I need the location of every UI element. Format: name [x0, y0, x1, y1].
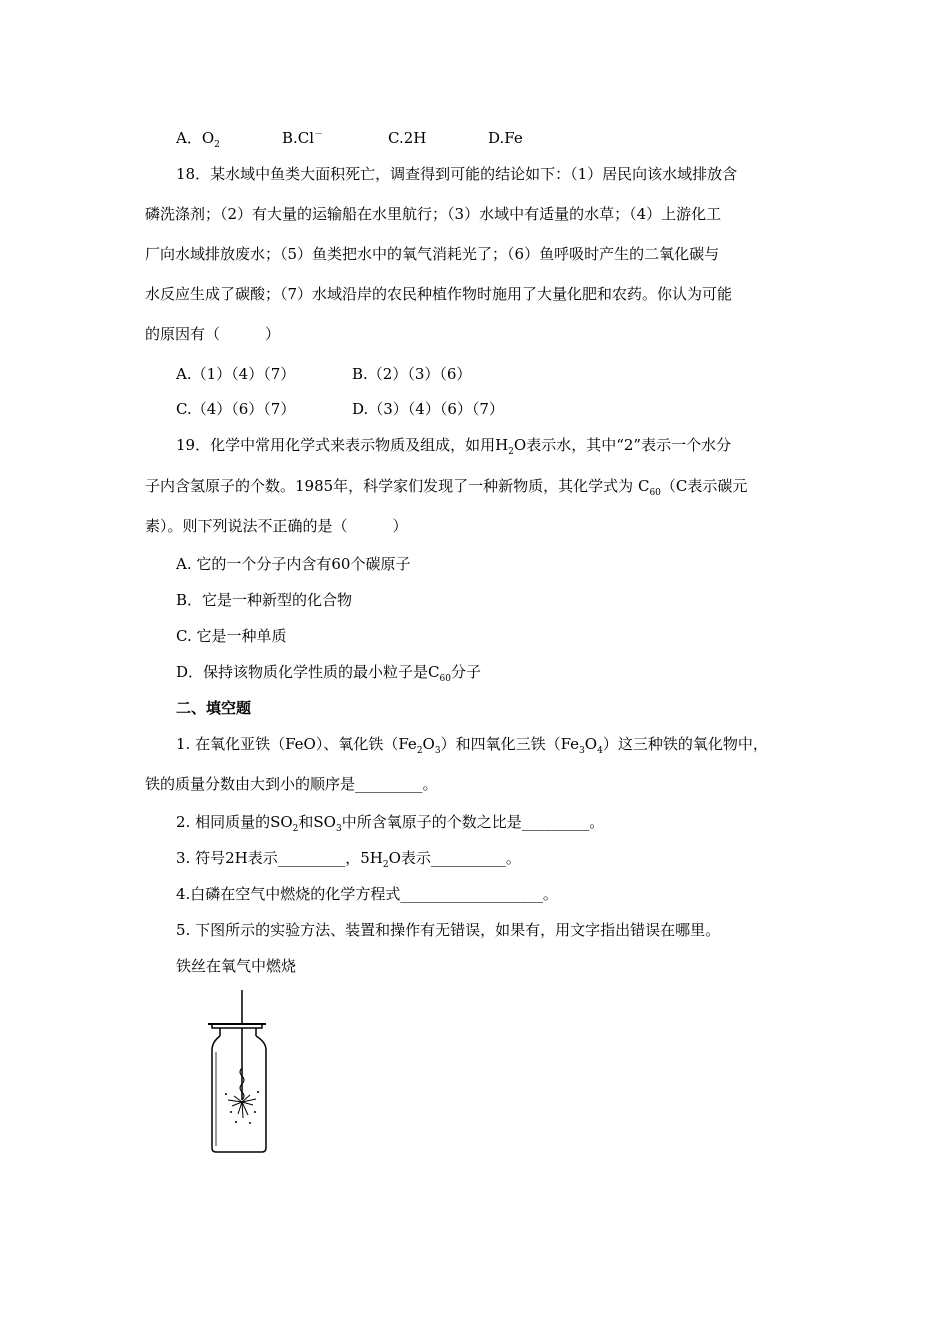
q18-option-d: D.（3）（4）（6）（7） — [352, 400, 504, 418]
q18-option-a: A.（1）（4）（7） — [176, 365, 296, 383]
q18-option-b: B.（2）（3）（6） — [352, 365, 472, 383]
q18-line-1: 18．某水域中鱼类大面积死亡，调查得到可能的结论如下：（1）居民向该水域排放含 — [176, 165, 738, 183]
fill-q4: 4.白磷在空气中燃烧的化学方程式___________________。 — [176, 885, 558, 903]
q19-option-d: D．保持该物质化学性质的最小粒子是$C_{60}$分子 — [176, 663, 481, 684]
q19-option-b: B．它是一种新型的化合物 — [176, 591, 353, 609]
q19-option-c: C. 它是一种单质 — [176, 627, 287, 645]
fill-q3: 3. 符号2H表示_________，$5H_2O$表示__________。 — [176, 849, 521, 870]
q17-option-a: A．$O_2$ — [176, 129, 220, 150]
q18-line-2: 磷洗涤剂；（2）有大量的运输船在水里航行；（3）水域中有适量的水草；（4）上游化工 — [145, 205, 722, 223]
q18-line-4: 水反应生成了碳酸；（7）水域沿岸的农民种植作物时施用了大量化肥和农药。你认为可能 — [145, 285, 733, 303]
section-title-fill-in: 二、填空题 — [176, 699, 252, 717]
q17-option-b: B.Cl－ — [282, 129, 324, 147]
q17-option-c: C.2H — [388, 129, 427, 147]
fill-q1-line-1: 1. 在氧化亚铁（FeO）、氧化铁$(Fe_2O_3)$和四氧化三铁$(Fe_3O_4)$这三种铁的氧化物中， — [176, 735, 768, 756]
figure-caption: 铁丝在氧气中燃烧 — [176, 957, 297, 975]
q19-line-3: 素）。则下列说法不正确的是（ ） — [145, 517, 408, 535]
q18-line-5: 的原因有（ ） — [145, 325, 281, 343]
q19-line-2: 子内含氢原子的个数。1985年，科学家们发现了一种新物质，其化学式为 $C_{60}(C$表示碳元 — [145, 477, 748, 498]
fill-q1-line-2: 铁的质量分数由大到小的顺序是_________。 — [145, 775, 438, 793]
q17-option-d: D.Fe — [488, 129, 523, 147]
q19-line-1: 19．化学中常用化学式来表示物质及组成，如用$H_2O$表示水，其中“2”表示一个水分 — [176, 436, 732, 457]
q18-option-c: C.（4）（6）（7） — [176, 400, 296, 418]
q19-option-a: A. 它的一个分子内含有60个碳原子 — [176, 555, 411, 573]
iron-wire-jar-figure — [198, 988, 280, 1158]
fill-q2: 2. 相同质量的$SO_2$和$SO_3$中所含氧原子的个数之比是_________。 — [176, 813, 605, 834]
fill-q5: 5. 下图所示的实验方法、装置和操作有无错误，如果有，用文字指出错误在哪里。 — [176, 921, 721, 939]
q18-line-3: 厂向水域排放废水；（5）鱼类把水中的氧气消耗光了；（6）鱼呼吸时产生的二氧化碳与 — [145, 245, 720, 263]
